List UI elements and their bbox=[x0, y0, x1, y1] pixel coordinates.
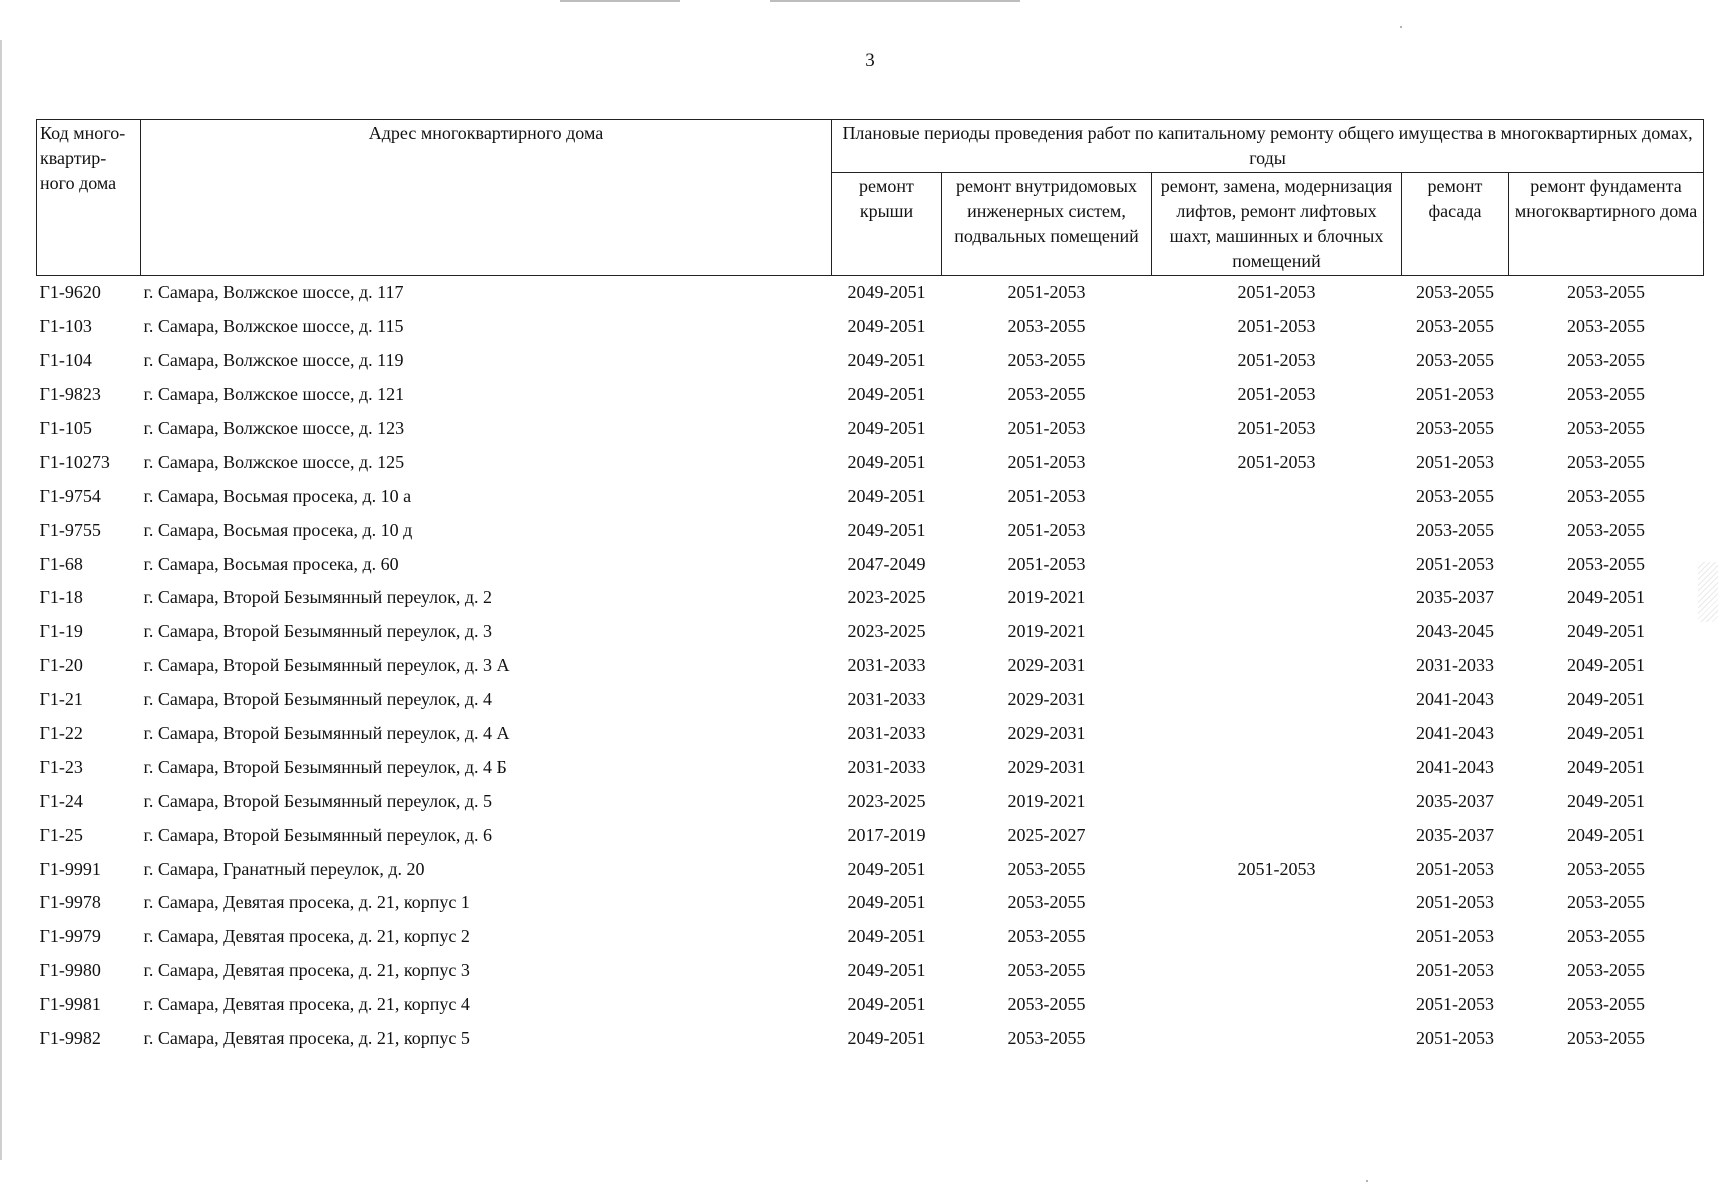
cell-elevators bbox=[1152, 886, 1402, 920]
cell-foundation: 2049-2051 bbox=[1567, 689, 1646, 710]
cell-engineering: 2053-2055 bbox=[1007, 384, 1086, 405]
cell-facade: 2051-2053 bbox=[1416, 1028, 1494, 1049]
cell-foundation: 2049-2051 bbox=[1567, 723, 1646, 744]
cell-facade: 2053-2055 bbox=[1416, 282, 1494, 303]
cell-code: Г1-22 bbox=[39, 723, 83, 744]
cell-engineering: 2053-2055 bbox=[1007, 350, 1086, 371]
table-row bbox=[37, 276, 1704, 310]
cell-facade: 2035-2037 bbox=[1416, 790, 1494, 811]
cell-roof: 2049-2051 bbox=[847, 960, 926, 981]
cell-foundation: 2049-2051 bbox=[1567, 790, 1646, 811]
cell-foundation: 2053-2055 bbox=[1567, 418, 1646, 438]
cell-code: Г1-10273 bbox=[39, 451, 110, 472]
cell-elevators bbox=[1152, 1022, 1402, 1056]
cell-elevators: 2051-2053 bbox=[1237, 418, 1316, 438]
table-row bbox=[37, 1022, 1704, 1056]
cell-elevators bbox=[1152, 683, 1402, 717]
page-number: 3 bbox=[865, 50, 875, 71]
cell-code: Г1-9982 bbox=[39, 1028, 101, 1049]
header-foundation: ремонт фундамента многоквартирного дома bbox=[1509, 173, 1704, 276]
cell-engineering: 2053-2055 bbox=[1007, 960, 1086, 981]
cell-elevators bbox=[1152, 988, 1402, 1022]
table-row bbox=[37, 445, 1704, 479]
cell-roof: 2049-2051 bbox=[847, 282, 926, 303]
cell-code: Г1-24 bbox=[39, 790, 83, 811]
cell-address: г. Самара, Второй Безымянный переулок, д. 4 bbox=[143, 689, 493, 710]
table-row bbox=[37, 310, 1704, 344]
cell-code: Г1-23 bbox=[39, 756, 83, 777]
header-code: Код много-квартир-ного дома bbox=[37, 120, 141, 276]
cell-address: г. Самара, Второй Безымянный переулок, д. 4 Б bbox=[143, 756, 507, 777]
cell-address: г. Самара, Восьмая просека, д. 10 а bbox=[143, 485, 412, 506]
cell-address: г. Самара, Восьмая просека, д. 10 д bbox=[143, 519, 413, 540]
cell-code: Г1-9979 bbox=[39, 926, 101, 947]
cell-elevators: 2051-2053 bbox=[1237, 350, 1316, 371]
cell-foundation: 2053-2055 bbox=[1567, 384, 1646, 405]
cell-engineering: 2019-2021 bbox=[1007, 587, 1086, 608]
cell-elevators: 2051-2053 bbox=[1237, 384, 1316, 405]
table-row bbox=[37, 852, 1704, 886]
cell-roof: 2049-2051 bbox=[847, 1028, 926, 1049]
cell-foundation: 2053-2055 bbox=[1567, 994, 1646, 1015]
cell-facade: 2053-2055 bbox=[1416, 350, 1494, 371]
cell-facade: 2053-2055 bbox=[1416, 519, 1494, 540]
cell-code: Г1-105 bbox=[39, 418, 92, 438]
cell-code: Г1-9991 bbox=[39, 858, 101, 879]
table-row bbox=[37, 954, 1704, 988]
cell-elevators: 2051-2053 bbox=[1237, 282, 1316, 303]
cell-foundation: 2049-2051 bbox=[1567, 655, 1646, 676]
cell-facade: 2053-2055 bbox=[1416, 485, 1494, 506]
scan-speck bbox=[1366, 1180, 1368, 1182]
scan-edge-line bbox=[0, 40, 2, 1160]
table-row bbox=[37, 818, 1704, 852]
cell-roof: 2023-2025 bbox=[847, 587, 926, 608]
table-body bbox=[37, 276, 1704, 1056]
cell-address: г. Самара, Девятая просека, д. 21, корпус 5 bbox=[143, 1028, 470, 1049]
cell-code: Г1-25 bbox=[39, 824, 83, 845]
scan-top-rule bbox=[770, 0, 1020, 2]
cell-foundation: 2053-2055 bbox=[1567, 892, 1646, 913]
header-elevators: ремонт, замена, модернизация лифтов, ремонт лифтовых шахт, машинных и блочных помещений bbox=[1152, 173, 1402, 276]
cell-roof: 2049-2051 bbox=[847, 892, 926, 913]
cell-facade: 2051-2053 bbox=[1416, 926, 1494, 947]
table-row bbox=[37, 479, 1704, 513]
table-row bbox=[37, 920, 1704, 954]
cell-engineering: 2029-2031 bbox=[1007, 655, 1086, 676]
cell-roof: 2023-2025 bbox=[847, 621, 926, 642]
cell-engineering: 2029-2031 bbox=[1007, 689, 1086, 710]
cell-foundation: 2053-2055 bbox=[1567, 485, 1646, 506]
cell-roof: 2031-2033 bbox=[847, 723, 926, 744]
cell-foundation: 2053-2055 bbox=[1567, 926, 1646, 947]
cell-address: г. Самара, Волжское шоссе, д. 125 bbox=[143, 451, 405, 472]
cell-elevators bbox=[1152, 954, 1402, 988]
cell-foundation: 2053-2055 bbox=[1567, 316, 1646, 337]
cell-facade: 2035-2037 bbox=[1416, 824, 1494, 845]
cell-code: Г1-9981 bbox=[39, 994, 101, 1015]
cell-facade: 2051-2053 bbox=[1416, 451, 1494, 472]
cell-code: Г1-9980 bbox=[39, 960, 101, 981]
cell-address: г. Самара, Волжское шоссе, д. 117 bbox=[143, 282, 404, 303]
cell-address: г. Самара, Девятая просека, д. 21, корпус 1 bbox=[143, 892, 470, 913]
cell-code: Г1-9755 bbox=[39, 519, 101, 540]
cell-facade: 2053-2055 bbox=[1416, 418, 1494, 438]
cell-engineering: 2053-2055 bbox=[1007, 892, 1086, 913]
cell-address: г. Самара, Волжское шоссе, д. 123 bbox=[143, 418, 405, 438]
cell-address: г. Самара, Второй Безымянный переулок, д. 6 bbox=[143, 824, 493, 845]
cell-code: Г1-20 bbox=[39, 655, 83, 676]
cell-roof: 2017-2019 bbox=[847, 824, 926, 845]
cell-roof: 2031-2033 bbox=[847, 689, 926, 710]
cell-elevators bbox=[1152, 513, 1402, 547]
cell-facade: 2051-2053 bbox=[1416, 553, 1494, 574]
cell-facade: 2031-2033 bbox=[1416, 655, 1494, 676]
cell-code: Г1-21 bbox=[39, 689, 83, 710]
cell-code: Г1-18 bbox=[39, 587, 83, 608]
cell-facade: 2051-2053 bbox=[1416, 994, 1494, 1015]
table-row bbox=[37, 717, 1704, 751]
table-row bbox=[37, 886, 1704, 920]
cell-roof: 2049-2051 bbox=[847, 316, 926, 337]
cell-roof: 2049-2051 bbox=[847, 994, 926, 1015]
cell-elevators bbox=[1152, 818, 1402, 852]
cell-foundation: 2053-2055 bbox=[1567, 282, 1646, 303]
cell-elevators bbox=[1152, 479, 1402, 513]
cell-engineering: 2019-2021 bbox=[1007, 621, 1086, 642]
cell-address: г. Самара, Второй Безымянный переулок, д. 3 А bbox=[143, 655, 510, 676]
cell-facade: 2053-2055 bbox=[1416, 316, 1494, 337]
cell-foundation: 2049-2051 bbox=[1567, 587, 1646, 608]
cell-code: Г1-68 bbox=[39, 553, 83, 574]
table-row bbox=[37, 784, 1704, 818]
cell-foundation: 2053-2055 bbox=[1567, 451, 1646, 472]
cell-facade: 2051-2053 bbox=[1416, 384, 1494, 405]
table-row bbox=[37, 412, 1704, 446]
cell-address: г. Самара, Гранатный переулок, д. 20 bbox=[143, 858, 425, 879]
cell-foundation: 2053-2055 bbox=[1567, 858, 1646, 879]
cell-roof: 2047-2049 bbox=[847, 553, 926, 574]
cell-roof: 2049-2051 bbox=[847, 858, 926, 879]
cell-engineering: 2053-2055 bbox=[1007, 926, 1086, 947]
header-address: Адрес многоквартирного дома bbox=[141, 120, 832, 276]
table-row bbox=[37, 581, 1704, 615]
cell-code: Г1-104 bbox=[39, 350, 92, 371]
cell-roof: 2049-2051 bbox=[847, 451, 926, 472]
table-row bbox=[37, 988, 1704, 1022]
cell-engineering: 2029-2031 bbox=[1007, 756, 1086, 777]
cell-elevators bbox=[1152, 750, 1402, 784]
cell-address: г. Самара, Волжское шоссе, д. 119 bbox=[143, 350, 404, 371]
cell-address: г. Самара, Девятая просека, д. 21, корпус 4 bbox=[143, 994, 470, 1015]
cell-facade: 2035-2037 bbox=[1416, 587, 1494, 608]
cell-engineering: 2019-2021 bbox=[1007, 790, 1086, 811]
table-row bbox=[37, 683, 1704, 717]
cell-address: г. Самара, Второй Безымянный переулок, д. 5 bbox=[143, 790, 493, 811]
cell-engineering: 2051-2053 bbox=[1007, 451, 1086, 472]
header-facade: ремонт фасада bbox=[1402, 173, 1509, 276]
cell-code: Г1-103 bbox=[39, 316, 92, 337]
table-header bbox=[37, 120, 1704, 276]
header-roof: ремонт крыши bbox=[832, 173, 942, 276]
scan-top-rule bbox=[560, 0, 680, 2]
cell-address: г. Самара, Волжское шоссе, д. 121 bbox=[143, 384, 405, 405]
cell-address: г. Самара, Второй Безымянный переулок, д. 3 bbox=[143, 621, 493, 642]
cell-engineering: 2051-2053 bbox=[1007, 519, 1086, 540]
cell-foundation: 2053-2055 bbox=[1567, 553, 1646, 574]
cell-address: г. Самара, Девятая просека, д. 21, корпус 2 bbox=[143, 926, 470, 947]
cell-engineering: 2051-2053 bbox=[1007, 485, 1086, 506]
cell-address: г. Самара, Восьмая просека, д. 60 bbox=[143, 553, 399, 574]
header-periods: Плановые периоды проведения работ по капитальному ремонту общего имущества в многоквартирных домах, годы bbox=[832, 120, 1704, 173]
table-row bbox=[37, 344, 1704, 378]
cell-engineering: 2029-2031 bbox=[1007, 723, 1086, 744]
cell-code: Г1-19 bbox=[39, 621, 83, 642]
cell-roof: 2031-2033 bbox=[847, 756, 926, 777]
cell-foundation: 2053-2055 bbox=[1567, 1028, 1646, 1049]
cell-engineering: 2051-2053 bbox=[1007, 282, 1086, 303]
table-row bbox=[37, 615, 1704, 649]
cell-code: Г1-9978 bbox=[39, 892, 101, 913]
cell-facade: 2051-2053 bbox=[1416, 960, 1494, 981]
table-row bbox=[37, 750, 1704, 784]
cell-foundation: 2049-2051 bbox=[1567, 756, 1646, 777]
cell-elevators: 2051-2053 bbox=[1237, 451, 1316, 472]
cell-code: Г1-9754 bbox=[39, 485, 101, 506]
cell-roof: 2049-2051 bbox=[847, 485, 926, 506]
cell-roof: 2031-2033 bbox=[847, 655, 926, 676]
cell-roof: 2049-2051 bbox=[847, 418, 926, 438]
header-engineering: ремонт внутридомовых инженерных систем, подвальных помещений bbox=[942, 173, 1152, 276]
cell-elevators bbox=[1152, 581, 1402, 615]
cell-foundation: 2053-2055 bbox=[1567, 519, 1646, 540]
cell-facade: 2051-2053 bbox=[1416, 858, 1494, 879]
cell-address: г. Самара, Волжское шоссе, д. 115 bbox=[143, 316, 404, 337]
cell-facade: 2041-2043 bbox=[1416, 756, 1494, 777]
cell-engineering: 2025-2027 bbox=[1007, 824, 1086, 845]
table-row bbox=[37, 547, 1704, 581]
cell-foundation: 2053-2055 bbox=[1567, 960, 1646, 981]
cell-code: Г1-9823 bbox=[39, 384, 101, 405]
cell-facade: 2043-2045 bbox=[1416, 621, 1494, 642]
cell-facade: 2051-2053 bbox=[1416, 892, 1494, 913]
cell-roof: 2049-2051 bbox=[847, 926, 926, 947]
cell-engineering: 2053-2055 bbox=[1007, 994, 1086, 1015]
cell-elevators bbox=[1152, 649, 1402, 683]
cell-roof: 2049-2051 bbox=[847, 350, 926, 371]
cell-facade: 2041-2043 bbox=[1416, 723, 1494, 744]
cell-foundation: 2053-2055 bbox=[1567, 350, 1646, 371]
cell-elevators: 2051-2053 bbox=[1237, 858, 1316, 879]
cell-roof: 2023-2025 bbox=[847, 790, 926, 811]
cell-elevators: 2051-2053 bbox=[1237, 316, 1316, 337]
cell-engineering: 2053-2055 bbox=[1007, 316, 1086, 337]
cell-elevators bbox=[1152, 920, 1402, 954]
cell-foundation: 2049-2051 bbox=[1567, 621, 1646, 642]
cell-engineering: 2053-2055 bbox=[1007, 858, 1086, 879]
cell-address: г. Самара, Девятая просека, д. 21, корпус 3 bbox=[143, 960, 470, 981]
table-row bbox=[37, 649, 1704, 683]
cell-foundation: 2049-2051 bbox=[1567, 824, 1646, 845]
cell-engineering: 2051-2053 bbox=[1007, 418, 1086, 438]
cell-address: г. Самара, Второй Безымянный переулок, д. 2 bbox=[143, 587, 493, 608]
cell-elevators bbox=[1152, 547, 1402, 581]
cell-roof: 2049-2051 bbox=[847, 384, 926, 405]
table-row bbox=[37, 513, 1704, 547]
cell-code: Г1-9620 bbox=[39, 282, 101, 303]
cell-address: г. Самара, Второй Безымянный переулок, д. 4 А bbox=[143, 723, 510, 744]
cell-facade: 2041-2043 bbox=[1416, 689, 1494, 710]
repair-schedule-table bbox=[36, 119, 1704, 1055]
cell-elevators bbox=[1152, 717, 1402, 751]
scan-speck bbox=[1400, 26, 1402, 28]
cell-roof: 2049-2051 bbox=[847, 519, 926, 540]
cell-elevators bbox=[1152, 784, 1402, 818]
table-row bbox=[37, 378, 1704, 412]
cell-engineering: 2051-2053 bbox=[1007, 553, 1086, 574]
cell-engineering: 2053-2055 bbox=[1007, 1028, 1086, 1049]
cell-elevators bbox=[1152, 615, 1402, 649]
